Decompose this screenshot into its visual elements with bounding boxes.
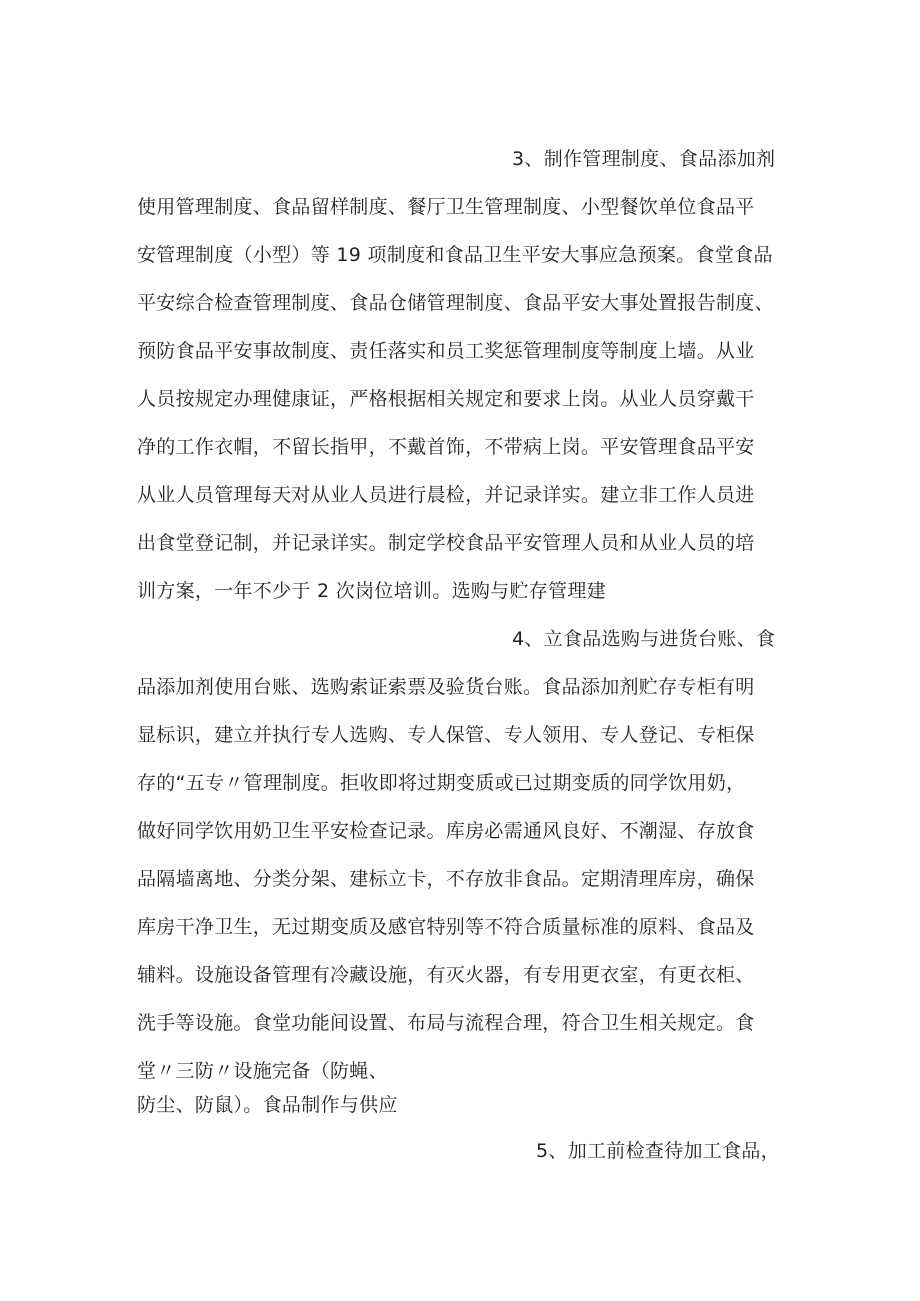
paragraph-line: 预防食品平安事故制度、责任落实和员工奖惩管理制度等制度上墙。从业 [137,340,755,362]
paragraph-line: 平安综合检查管理制度、食品仓储管理制度、食品平安大事处置报告制度、 [137,292,774,314]
paragraph-line: 库房干净卫生，无过期变质及感官特别等不符合质量标准的原料、食品及 [137,916,755,938]
paragraph-line: 出食堂登记制，并记录详实。制定学校食品平安管理人员和从业人员的培 [137,532,755,554]
paragraph-line: 显标识，建立并执行专人选购、专人保管、专人领用、专人登记、专柜保 [137,724,755,746]
paragraph-line: 洗手等设施。食堂功能间设置、布局与流程合理，符合卫生相关规定。食 [137,1012,755,1034]
paragraph-line: 存的“五专〃管理制度。拒收即将过期变质或已过期变质的同学饮用奶， [137,772,746,794]
section-5-heading: 5、加工前检查待加工食品， [536,1140,780,1162]
paragraph-line: 安管理制度（小型）等 19 项制度和食品卫生平安大事应急预案。食堂食品 [137,244,773,266]
paragraph-line: 净的工作衣帽，不留长指甲，不戴首饰，不带病上岗。平安管理食品平安 [137,436,755,458]
paragraph-line: 从业人员管理每天对从业人员进行晨检，并记录详实。建立非工作人员进 [137,484,755,506]
section-4-heading: 4、立食品选购与进货台账、食 [512,628,776,650]
section-3-heading: 3、制作管理制度、食品添加剂 [512,148,776,170]
paragraph-line: 品添加剂使用台账、选购索证索票及验货台账。食品添加剂贮存专柜有明 [137,676,755,698]
paragraph-line: 品隔墙离地、分类分架、建标立卡，不存放非食品。定期清理库房，确保 [137,868,755,890]
paragraph-line: 辅料。设施设备管理有冷藏设施，有灭火器，有专用更衣室，有更衣柜、 [137,964,755,986]
paragraph-line: 做好同学饮用奶卫生平安检查记录。库房必需通风良好、不潮湿、存放食 [137,820,755,842]
paragraph-line: 使用管理制度、食品留样制度、餐厅卫生管理制度、小型餐饮单位食品平 [137,196,755,218]
paragraph-line: 防尘、防鼠）。食品制作与供应 [137,1094,398,1116]
paragraph-line: 人员按规定办理健康证，严格根据相关规定和要求上岗。从业人员穿戴干 [137,388,755,410]
paragraph-line: 堂〃三防〃设施完备（防蝇、 [137,1060,388,1082]
paragraph-line: 训方案，一年不少于 2 次岗位培训。选购与贮存管理建 [137,580,606,602]
